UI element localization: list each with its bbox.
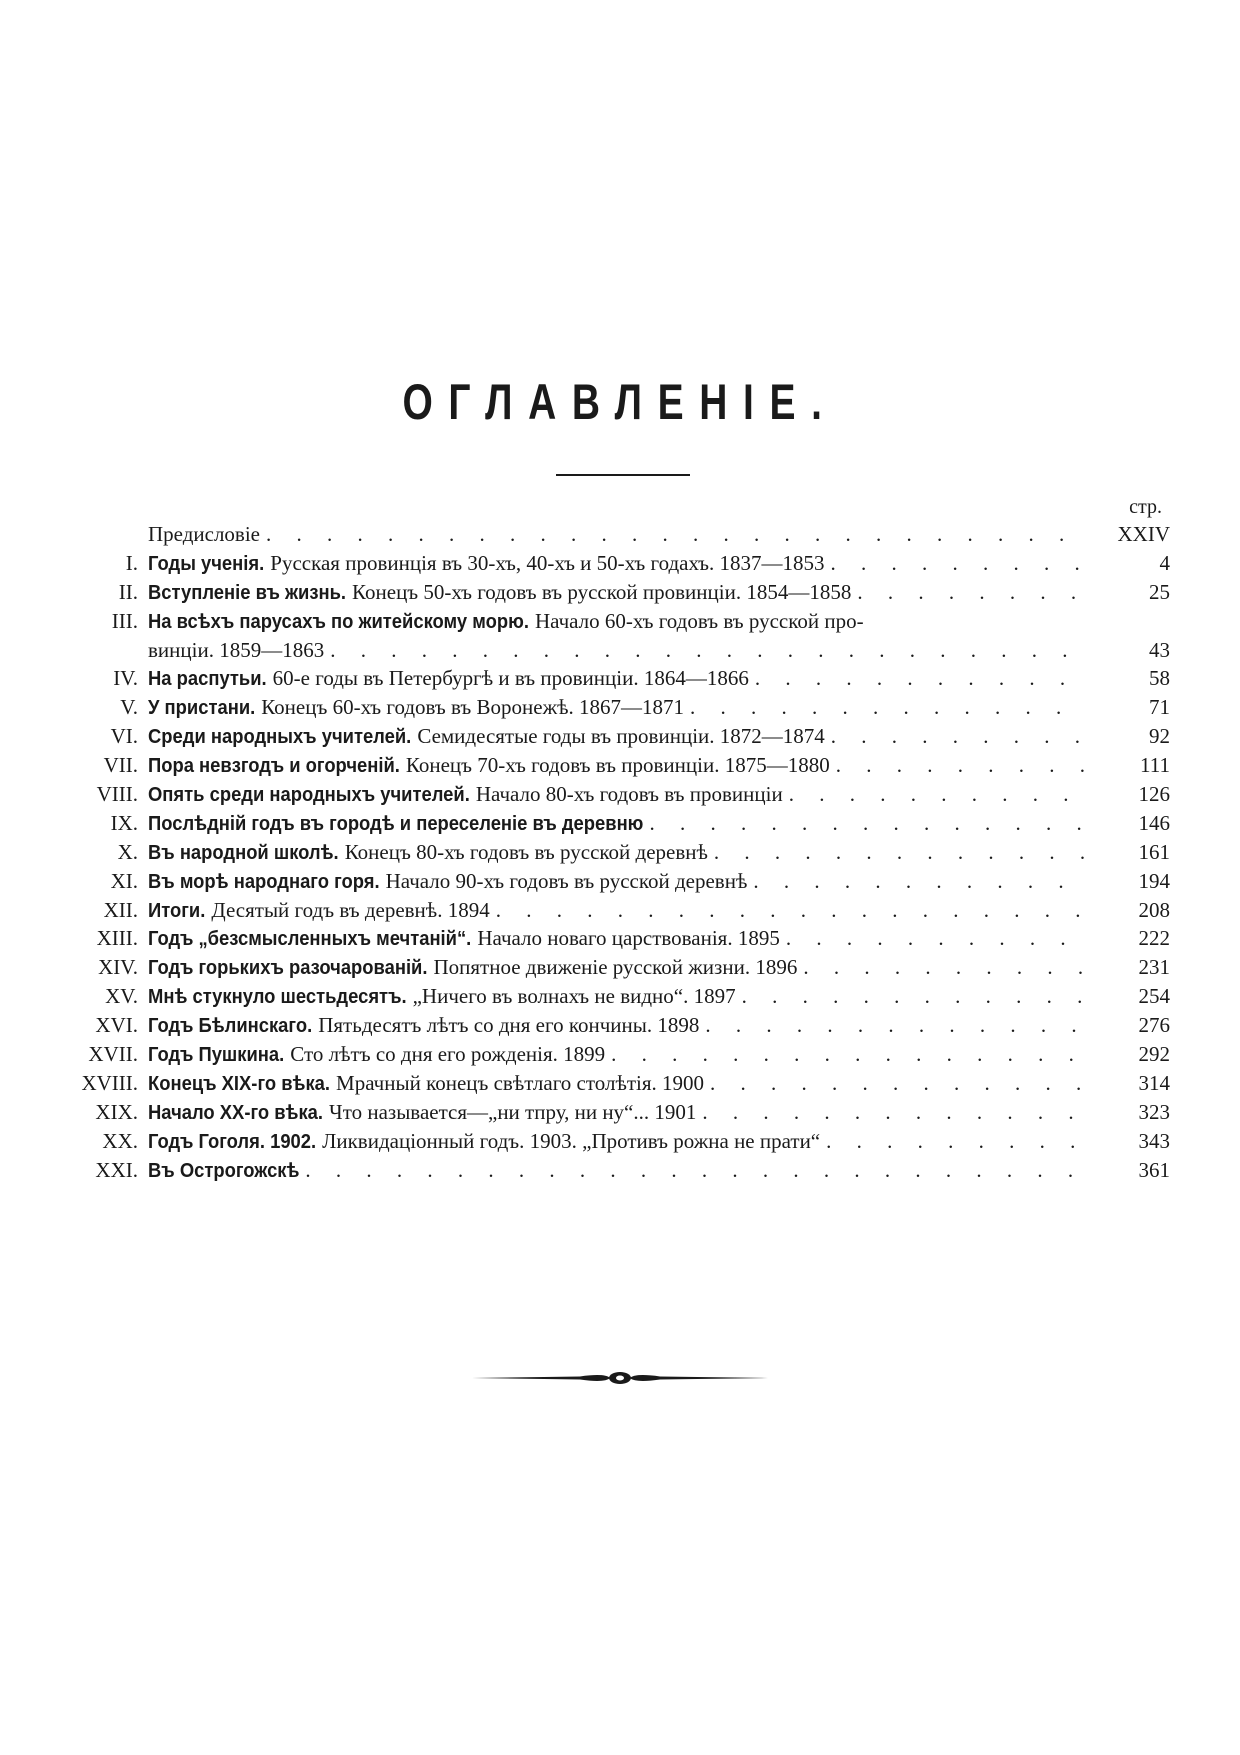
chapter-heading: Годъ Пушкина. <box>148 1044 285 1067</box>
chapter-heading: Мнѣ стукнуло шестьдесятъ. <box>148 986 407 1009</box>
toc-row[interactable] <box>80 751 1170 780</box>
chapter-description: Ликвидаціонный годъ. 1903. „Противъ рожна не прати“ <box>322 1128 821 1153</box>
leader-dots <box>266 520 1084 549</box>
page-title: ОГЛАВЛЕНІЕ. <box>402 374 838 430</box>
chapter-description: Семидесятые годы въ провинціи. 1872—1874 <box>417 724 825 749</box>
title-underline <box>556 474 690 476</box>
chapter-description: 60-е годы въ Петербургѣ и въ провинціи. 1864—1866 <box>272 666 749 691</box>
chapter-heading: Конецъ XIX-го вѣка. <box>148 1072 331 1095</box>
chapter-heading: Годъ „безсмысленныхъ мечтаній“. <box>148 928 472 951</box>
toc-page-number: 25 <box>1149 579 1170 604</box>
chapter-heading: Въ народной школѣ. <box>148 841 339 864</box>
chapter-description: Мрачный конецъ свѣтлаго столѣтія. 1900 <box>336 1070 705 1095</box>
chapter-number: VII. <box>103 753 138 778</box>
chapter-description: Начало 80-хъ годовъ въ провинціи <box>475 782 783 807</box>
toc-row[interactable] <box>80 1069 1170 1098</box>
chapter-number: III. <box>111 608 138 633</box>
chapter-number: IX. <box>110 810 138 835</box>
chapter-heading: Итоги. <box>148 899 206 922</box>
toc-row[interactable] <box>80 809 1170 838</box>
toc-page-number: 92 <box>1149 724 1170 749</box>
chapter-heading: Послѣдній годъ въ городѣ и переселеніе въ деревню <box>148 812 644 835</box>
toc-row[interactable] <box>80 578 1170 607</box>
page-column-label: стр. <box>1129 496 1162 518</box>
chapter-number: V. <box>120 695 138 720</box>
leader-dots <box>786 924 1084 953</box>
leader-dots <box>705 1011 1084 1040</box>
toc-page-number: 231 <box>1138 955 1170 980</box>
toc-page-number: 254 <box>1138 984 1170 1009</box>
toc-row[interactable] <box>80 1098 1170 1127</box>
chapter-description: Начало 60-хъ годовъ въ русской про- <box>534 608 864 633</box>
leader-dots <box>789 780 1084 809</box>
chapter-description-continued: винціи. 1859—1863 <box>148 637 325 662</box>
chapter-number: II. <box>118 579 138 604</box>
toc-page-number: 4 <box>1159 550 1170 575</box>
toc-page-number: 208 <box>1138 897 1170 922</box>
leader-dots <box>742 982 1084 1011</box>
toc-row[interactable] <box>80 896 1170 925</box>
chapter-heading: На распутьи. <box>148 668 267 691</box>
chapter-heading: Пора невзгодъ и огорченій. <box>148 755 400 778</box>
toc-page-number: 43 <box>1149 637 1170 662</box>
chapter-heading: Въ морѣ народнаго горя. <box>148 870 380 893</box>
chapter-heading: Среди народныхъ учителей. <box>148 726 412 749</box>
leader-dots <box>831 722 1084 751</box>
leader-dots <box>496 896 1084 925</box>
chapter-number: XV. <box>105 984 138 1009</box>
chapter-number: XI. <box>110 868 138 893</box>
chapter-description: Что называется—„ни тпру, ни ну“... 1901 <box>329 1099 697 1124</box>
chapter-number: XVI. <box>95 1013 138 1038</box>
chapter-number: IV. <box>113 666 138 691</box>
toc-row[interactable] <box>80 838 1170 867</box>
toc-row[interactable] <box>80 780 1170 809</box>
toc-entry-title: Предисловіе <box>148 522 261 546</box>
toc-page-number: XXIV <box>1117 522 1170 546</box>
toc-row[interactable] <box>80 549 1170 578</box>
toc-row[interactable] <box>80 982 1170 1011</box>
toc-page-number: 314 <box>1138 1070 1170 1095</box>
toc-page-number: 161 <box>1138 839 1170 864</box>
chapter-heading: У пристани. <box>148 697 256 720</box>
leader-dots <box>611 1040 1084 1069</box>
leader-dots <box>826 1127 1084 1156</box>
table-of-contents <box>80 520 1170 1185</box>
chapter-number: XIII. <box>96 926 138 951</box>
chapter-number: XVIII. <box>81 1070 138 1095</box>
chapter-number: XIX. <box>95 1099 138 1124</box>
chapter-number: I. <box>125 550 138 575</box>
toc-row[interactable] <box>80 607 1170 665</box>
toc-row[interactable] <box>80 1127 1170 1156</box>
toc-row-preface[interactable] <box>80 520 1170 549</box>
toc-page-number: 146 <box>1138 810 1170 835</box>
toc-row[interactable] <box>80 953 1170 982</box>
toc-row[interactable] <box>80 867 1170 896</box>
chapter-number: XIV. <box>98 955 138 980</box>
chapter-number: XII. <box>103 897 138 922</box>
chapter-heading: Годъ горькихъ разочарованій. <box>148 957 428 980</box>
chapter-list <box>80 549 1170 1185</box>
leader-dots <box>753 867 1084 896</box>
toc-row[interactable] <box>80 664 1170 693</box>
toc-row[interactable] <box>80 693 1170 722</box>
toc-page-number: 343 <box>1138 1128 1170 1153</box>
chapter-number: X. <box>117 839 138 864</box>
chapter-number: VIII. <box>96 782 138 807</box>
leader-dots <box>330 636 1084 665</box>
toc-page-number: 58 <box>1149 666 1170 691</box>
chapter-heading: Годъ Бѣлинскаго. <box>148 1015 313 1038</box>
toc-row[interactable] <box>80 1156 1170 1185</box>
chapter-description: Русская провинція въ 30-хъ, 40-хъ и 50-хъ годахъ. 1837—1853 <box>270 550 825 575</box>
chapter-description: Пятьдесятъ лѣтъ со дня его кончины. 1898 <box>318 1013 700 1038</box>
chapter-description: „Ничего въ волнахъ не видно“. 1897 <box>412 984 736 1009</box>
toc-row[interactable] <box>80 1011 1170 1040</box>
leader-dots <box>831 549 1084 578</box>
chapter-heading: Вступленіе въ жизнь. <box>148 581 347 604</box>
chapter-heading: Годъ Гоголя. 1902. <box>148 1130 317 1153</box>
leader-dots <box>714 838 1084 867</box>
toc-page-number: 111 <box>1140 753 1170 778</box>
leader-dots <box>690 693 1084 722</box>
toc-page-number: 323 <box>1138 1099 1170 1124</box>
leader-dots <box>649 809 1084 838</box>
toc-page-number: 276 <box>1138 1013 1170 1038</box>
leader-dots <box>803 953 1084 982</box>
chapter-description: Начало новаго царствованія. 1895 <box>477 926 780 951</box>
chapter-description: Конецъ 60-хъ годовъ въ Воронежѣ. 1867—1871 <box>261 695 685 720</box>
ornament-divider <box>470 1368 770 1388</box>
leader-dots <box>755 664 1084 693</box>
toc-page-number: 126 <box>1138 782 1170 807</box>
chapter-number: XVII. <box>88 1042 138 1067</box>
toc-page-number: 292 <box>1138 1042 1170 1067</box>
toc-page-number: 361 <box>1138 1157 1170 1182</box>
toc-page-number: 222 <box>1138 926 1170 951</box>
toc-page-number: 71 <box>1149 695 1170 720</box>
toc-page-number: 194 <box>1138 868 1170 893</box>
chapter-heading: На всѣхъ парусахъ по житейскому морю. <box>148 610 529 633</box>
toc-row[interactable] <box>80 1040 1170 1069</box>
chapter-description: Попятное движеніе русской жизни. 1896 <box>433 955 798 980</box>
toc-row[interactable] <box>80 924 1170 953</box>
chapter-number: VI. <box>110 724 138 749</box>
chapter-heading: Начало XX-го вѣка. <box>148 1101 324 1124</box>
leader-dots <box>710 1069 1084 1098</box>
chapter-heading: Опять среди народныхъ учителей. <box>148 784 470 807</box>
chapter-description: Начало 90-хъ годовъ въ русской деревнѣ <box>385 868 748 893</box>
leader-dots <box>857 578 1084 607</box>
chapter-description: Конецъ 50-хъ годовъ въ русской провинціи. 1854—1858 <box>352 579 852 604</box>
leader-dots <box>702 1098 1084 1127</box>
chapter-description: Десятый годъ въ деревнѣ. 1894 <box>211 897 490 922</box>
leader-dots <box>305 1156 1084 1185</box>
chapter-description: Конецъ 80-хъ годовъ въ русской деревнѣ <box>344 839 708 864</box>
chapter-number: XX. <box>102 1128 138 1153</box>
chapter-heading: Годы ученія. <box>148 552 265 575</box>
chapter-number: XXI. <box>95 1157 138 1182</box>
chapter-heading: Въ Острогожскѣ <box>148 1159 300 1182</box>
chapter-description: Конецъ 70-хъ годовъ въ провинціи. 1875—1880 <box>405 753 830 778</box>
leader-dots <box>836 751 1084 780</box>
toc-row[interactable] <box>80 722 1170 751</box>
chapter-description: Сто лѣтъ со дня его рожденія. 1899 <box>290 1042 606 1067</box>
